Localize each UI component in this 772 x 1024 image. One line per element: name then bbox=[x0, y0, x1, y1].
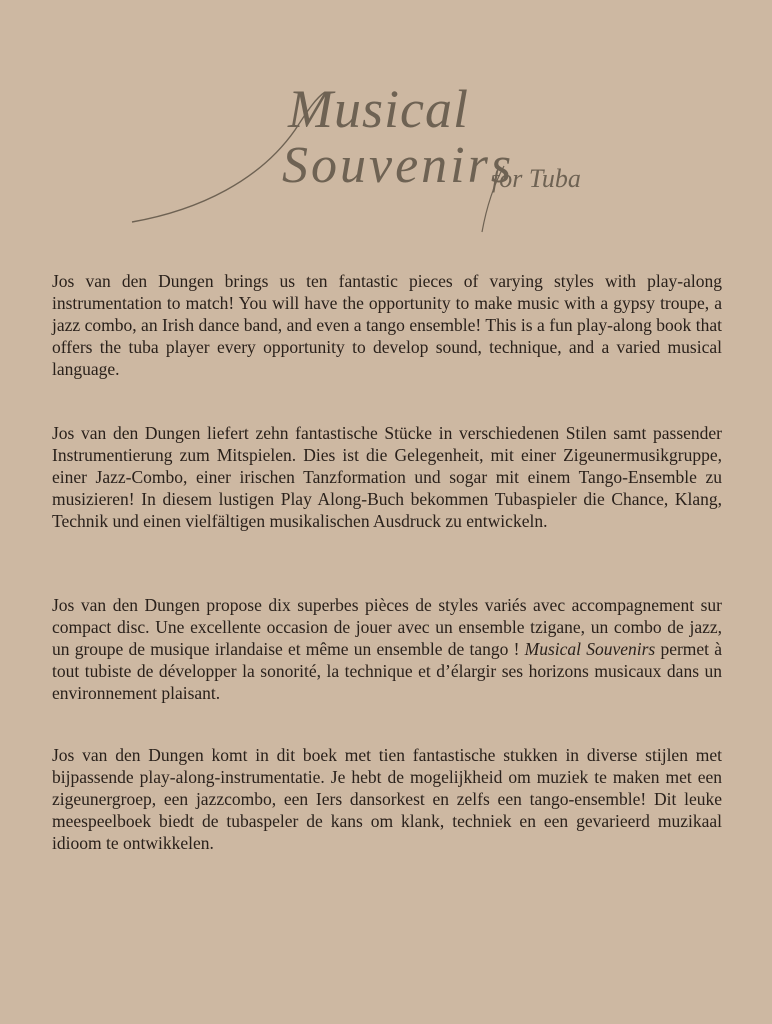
paragraph-dutch: Jos van den Dungen komt in dit boek met tien fantastische stukken in diverse stijlen met bijpassende play-along-instrumentatie. Je hebt de mogelijkheid om muziek te maken met een zigeunergroep, een jazzcombo, een Iers dansorkest en zelfs een tango-ensemble! Dit leuke meespeelboek biedt de tubaspeler de kans om klank, techniek en een gevarieerd muzikaal idioom te ontwikkelen. bbox=[52, 745, 722, 853]
french-text-end: permet à tout tubiste de développer la sonorité, la technique et d’élargir ses horizons musicaux dans un environnement plaisant. bbox=[52, 639, 723, 703]
french-text-start: Jos van den Dungen propose dix superbes pièces de styles variés avec accompagnement sur compact disc. Une excellente occasion de jouer avec un ensemble tzigane, un combo de jazz, un groupe de musique irlandaise et même un ensemble de tango ! bbox=[52, 595, 722, 659]
paragraph-french bbox=[52, 594, 722, 704]
french-book-title: Musical Souvenirs bbox=[524, 639, 656, 659]
title-block bbox=[120, 70, 640, 230]
paragraph-english: Jos van den Dungen brings us ten fantastic pieces of varying styles with play-along instrumentation to match! You will have the opportunity to make music with a gypsy troupe, a jazz combo, an Irish dance band, and even a tango ensemble! This is a fun play-along book that offers the tuba player every opportunity to develop sound, technique, and a varied musical language. bbox=[52, 271, 722, 379]
paragraph-german: Jos van den Dungen liefert zehn fantastische Stücke in verschiedenen Stilen samt passender Instrumentierung zum Mitspielen. Dies ist die Gelegenheit, mit einer Zigeunermusikgruppe, einer Jazz-Combo, einer irischen Tanzformation und sogar mit einem Tango-Ensemble zu musizieren! In diesem lustigen Play Along-Buch bekommen Tubaspieler die Chance, Klang, Technik und einen vielfältigen musikalischen Ausdruck zu entwickeln. bbox=[52, 423, 722, 531]
title-line-1: Musical bbox=[288, 79, 469, 139]
title-subtitle: for Tuba bbox=[492, 164, 581, 193]
title-line-2: Souvenirs bbox=[282, 137, 515, 194]
